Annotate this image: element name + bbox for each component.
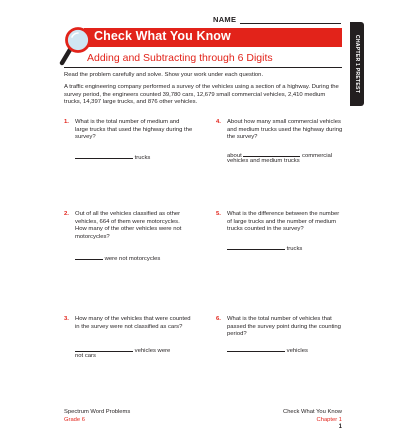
answer-blank[interactable] (75, 253, 103, 260)
answer-row (227, 243, 302, 254)
problem-intro: A traffic engineering company performed a survey of the vehicles using a section of a highway. During the survey period, the engineers counted 39,780 cars, 12,679 small commercial vehicles, 2,410 medium trucks, 14,397 large trucks, and 876 other vehicles. (64, 84, 339, 106)
question-6 (216, 316, 356, 366)
question-number: 6. (216, 316, 221, 322)
question-5 (216, 211, 356, 261)
answer-line-2: not cars (75, 352, 96, 359)
header-banner (84, 28, 342, 47)
answer-unit: were not motorcycles (104, 256, 161, 262)
section-title: Check What You Know (283, 409, 342, 415)
answer-row (75, 152, 150, 163)
instructions: Read the problem carefully and solve. Show your work under each question. (64, 72, 264, 78)
question-number: 5. (216, 211, 221, 217)
question-4 (216, 119, 356, 169)
answer-blank[interactable] (227, 345, 285, 352)
answer-line-2: vehicles and medium trucks (227, 157, 300, 164)
name-line[interactable] (240, 23, 341, 24)
question-number: 1. (64, 119, 69, 125)
chapter-side-tab (350, 22, 364, 106)
answer-blank[interactable] (75, 152, 133, 159)
question-number: 4. (216, 119, 221, 125)
answer-row (75, 253, 160, 264)
question-3 (64, 316, 204, 366)
book-title: Spectrum Word Problems (64, 409, 131, 415)
answer-unit: trucks (286, 246, 303, 252)
footer-left (64, 409, 130, 424)
answer-blank[interactable] (75, 345, 133, 352)
answer-unit: trucks (134, 155, 151, 161)
header-rule (64, 67, 342, 68)
question-text: About how many small commercial vehicles and medium trucks used the highway during the survey? (227, 119, 343, 141)
question-number: 2. (64, 211, 69, 217)
question-number: 3. (64, 316, 69, 322)
question-text: What is the difference between the number of large trucks and the number of medium trucks counted in the survey? (227, 211, 340, 233)
name-label: NAME (213, 15, 237, 24)
answer-unit: vehicles (286, 348, 308, 354)
chapter-label: Chapter 1 (316, 416, 342, 423)
answer-unit: vehicles were (134, 348, 171, 354)
answer-blank[interactable] (243, 150, 300, 157)
question-text: What is the total number of vehicles that passed the survey point during the counting period? (227, 316, 341, 338)
answer-unit: commercial (302, 153, 333, 159)
answer-blank[interactable] (227, 243, 285, 250)
question-text: Out of all the vehicles classified as other vehicles, 664 of them were motorcycles. How many of the other vehicles were not motorcycles? (75, 211, 182, 240)
footer-right (240, 409, 342, 424)
question-1 (64, 119, 204, 169)
answer-prefix: about (227, 153, 242, 159)
banner-title: Check What You Know (94, 29, 231, 43)
question-2 (64, 211, 204, 271)
answer-row (227, 345, 308, 356)
page-subtitle: Adding and Subtracting through 6 Digits (87, 52, 273, 64)
question-text: What is the total number of medium and large trucks that used the highway during the survey? (75, 119, 193, 141)
side-tab-label: CHAPTER 1 PRETEST (354, 34, 360, 94)
question-text: How many of the vehicles that were counted in the survey were not classified as cars? (75, 316, 191, 330)
grade-label: Grade 6 (64, 416, 85, 423)
name-field (213, 15, 343, 27)
page-number: 1 (338, 424, 342, 430)
